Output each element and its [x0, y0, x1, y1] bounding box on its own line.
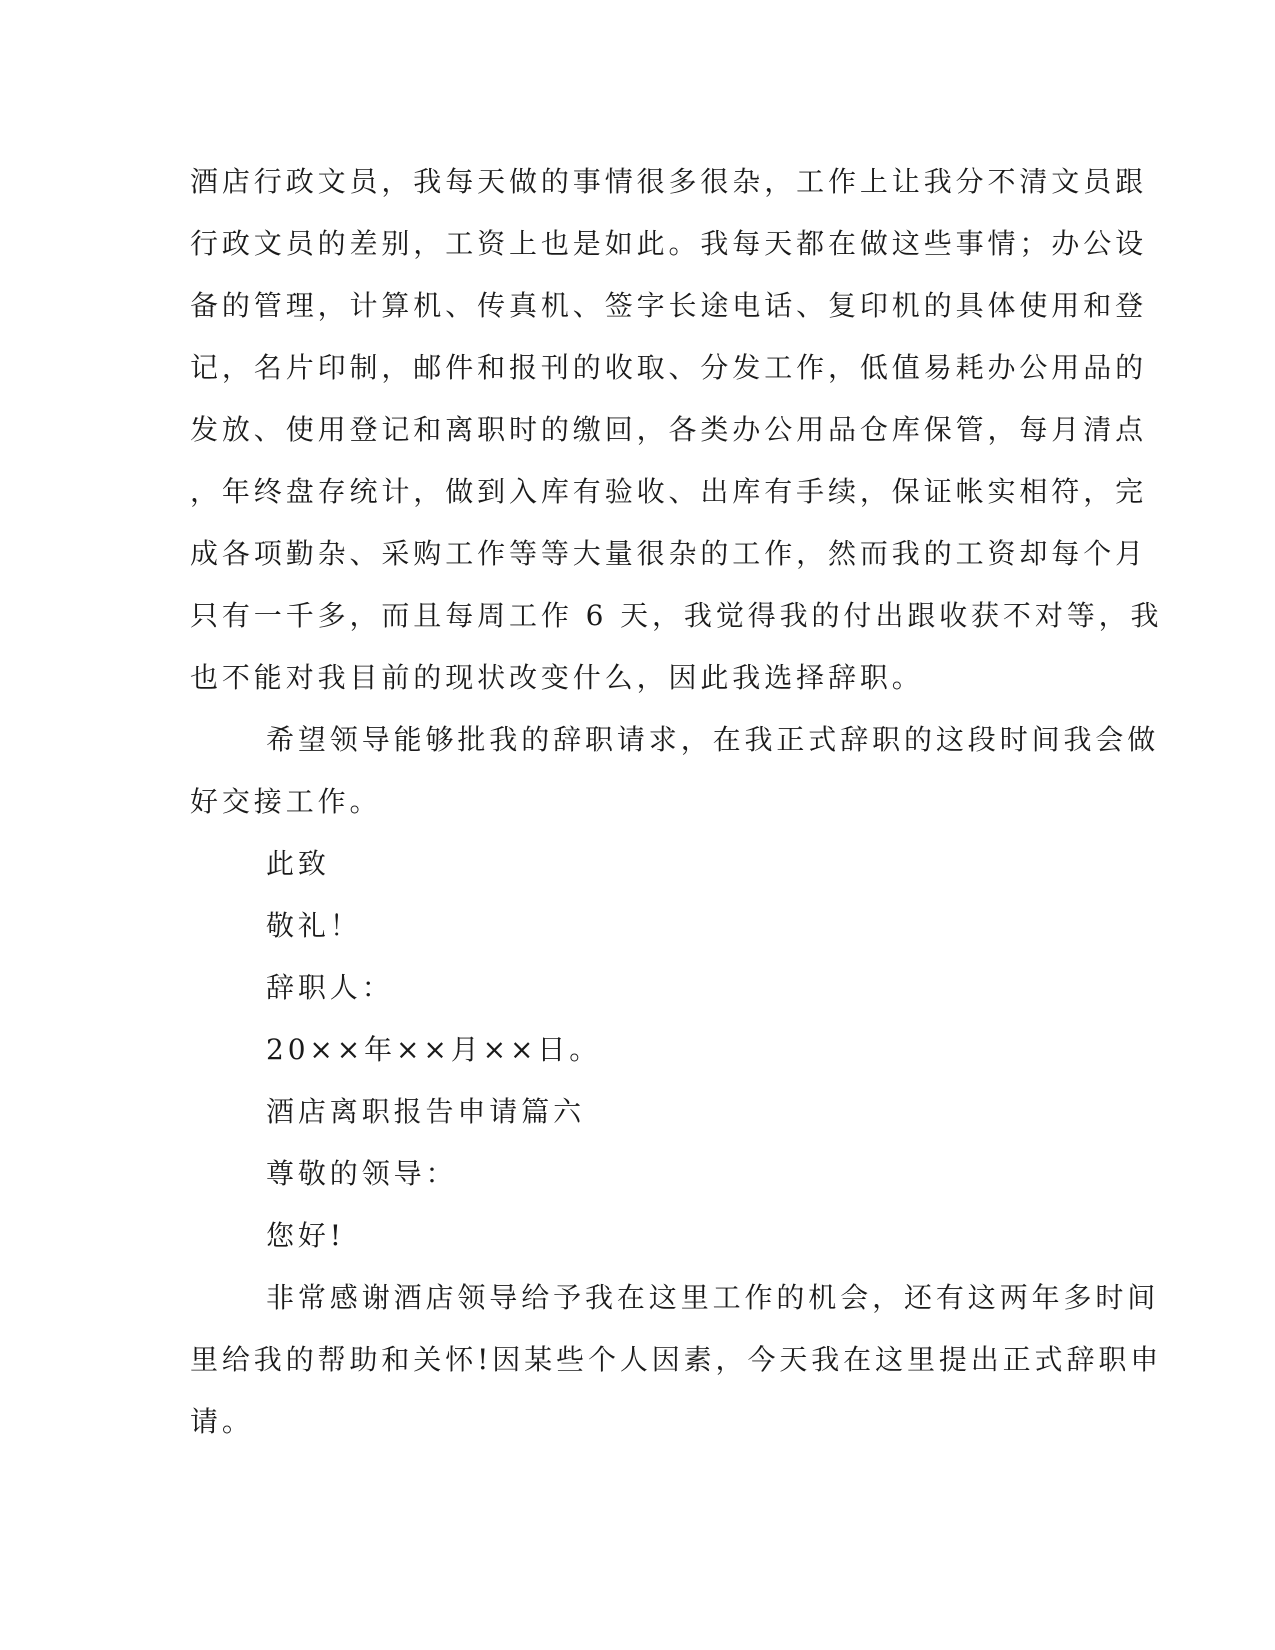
paragraph-line: 只有一千多，而且每周工作 6 天，我觉得我的付出跟收获不对等，我 — [190, 599, 1163, 632]
paragraph-line: 成各项勤杂、采购工作等等大量很杂的工作，然而我的工资却每个月 — [190, 537, 1148, 570]
paragraph-line: 记，名片印制，邮件和报刊的收取、分发工作，低值易耗办公用品的 — [190, 351, 1148, 384]
paragraph-line: 行政文员的差别，工资上也是如此。我每天都在做这些事情；办公设 — [190, 227, 1148, 260]
paragraph-line: 好交接工作。 — [190, 785, 382, 818]
greeting-line: 尊敬的领导： — [266, 1157, 458, 1190]
paragraph-line: 里给我的帮助和关怀!因某些个人因素，今天我在这里提出正式辞职申 — [190, 1343, 1163, 1376]
greeting-line: 您好! — [266, 1219, 345, 1252]
date-line: 20××年××月××日。 — [266, 1033, 602, 1066]
closing-salutation: 敬礼！ — [266, 909, 362, 942]
signer-label: 辞职人： — [266, 971, 394, 1004]
paragraph-line: ，年终盘存统计，做到入库有验收、出库有手续，保证帐实相符，完 — [190, 475, 1148, 508]
paragraph-line: 非常感谢酒店领导给予我在这里工作的机会，还有这两年多时间 — [266, 1281, 1160, 1314]
paragraph-line: 备的管理，计算机、传真机、签字长途电话、复印机的具体使用和登 — [190, 289, 1148, 322]
paragraph-line: 酒店行政文员，我每天做的事情很多很杂，工作上让我分不清文员跟 — [190, 165, 1148, 198]
paragraph-line: 希望领导能够批我的辞职请求，在我正式辞职的这段时间我会做 — [266, 723, 1160, 756]
paragraph-line: 也不能对我目前的现状改变什么，因此我选择辞职。 — [190, 661, 924, 694]
section-title: 酒店离职报告申请篇六 — [266, 1095, 586, 1128]
closing-line: 此致 — [266, 847, 330, 880]
document-body — [190, 151, 1163, 1453]
paragraph-line: 请。 — [190, 1405, 254, 1438]
paragraph-line: 发放、使用登记和离职时的缴回，各类办公用品仓库保管，每月清点 — [190, 413, 1148, 446]
